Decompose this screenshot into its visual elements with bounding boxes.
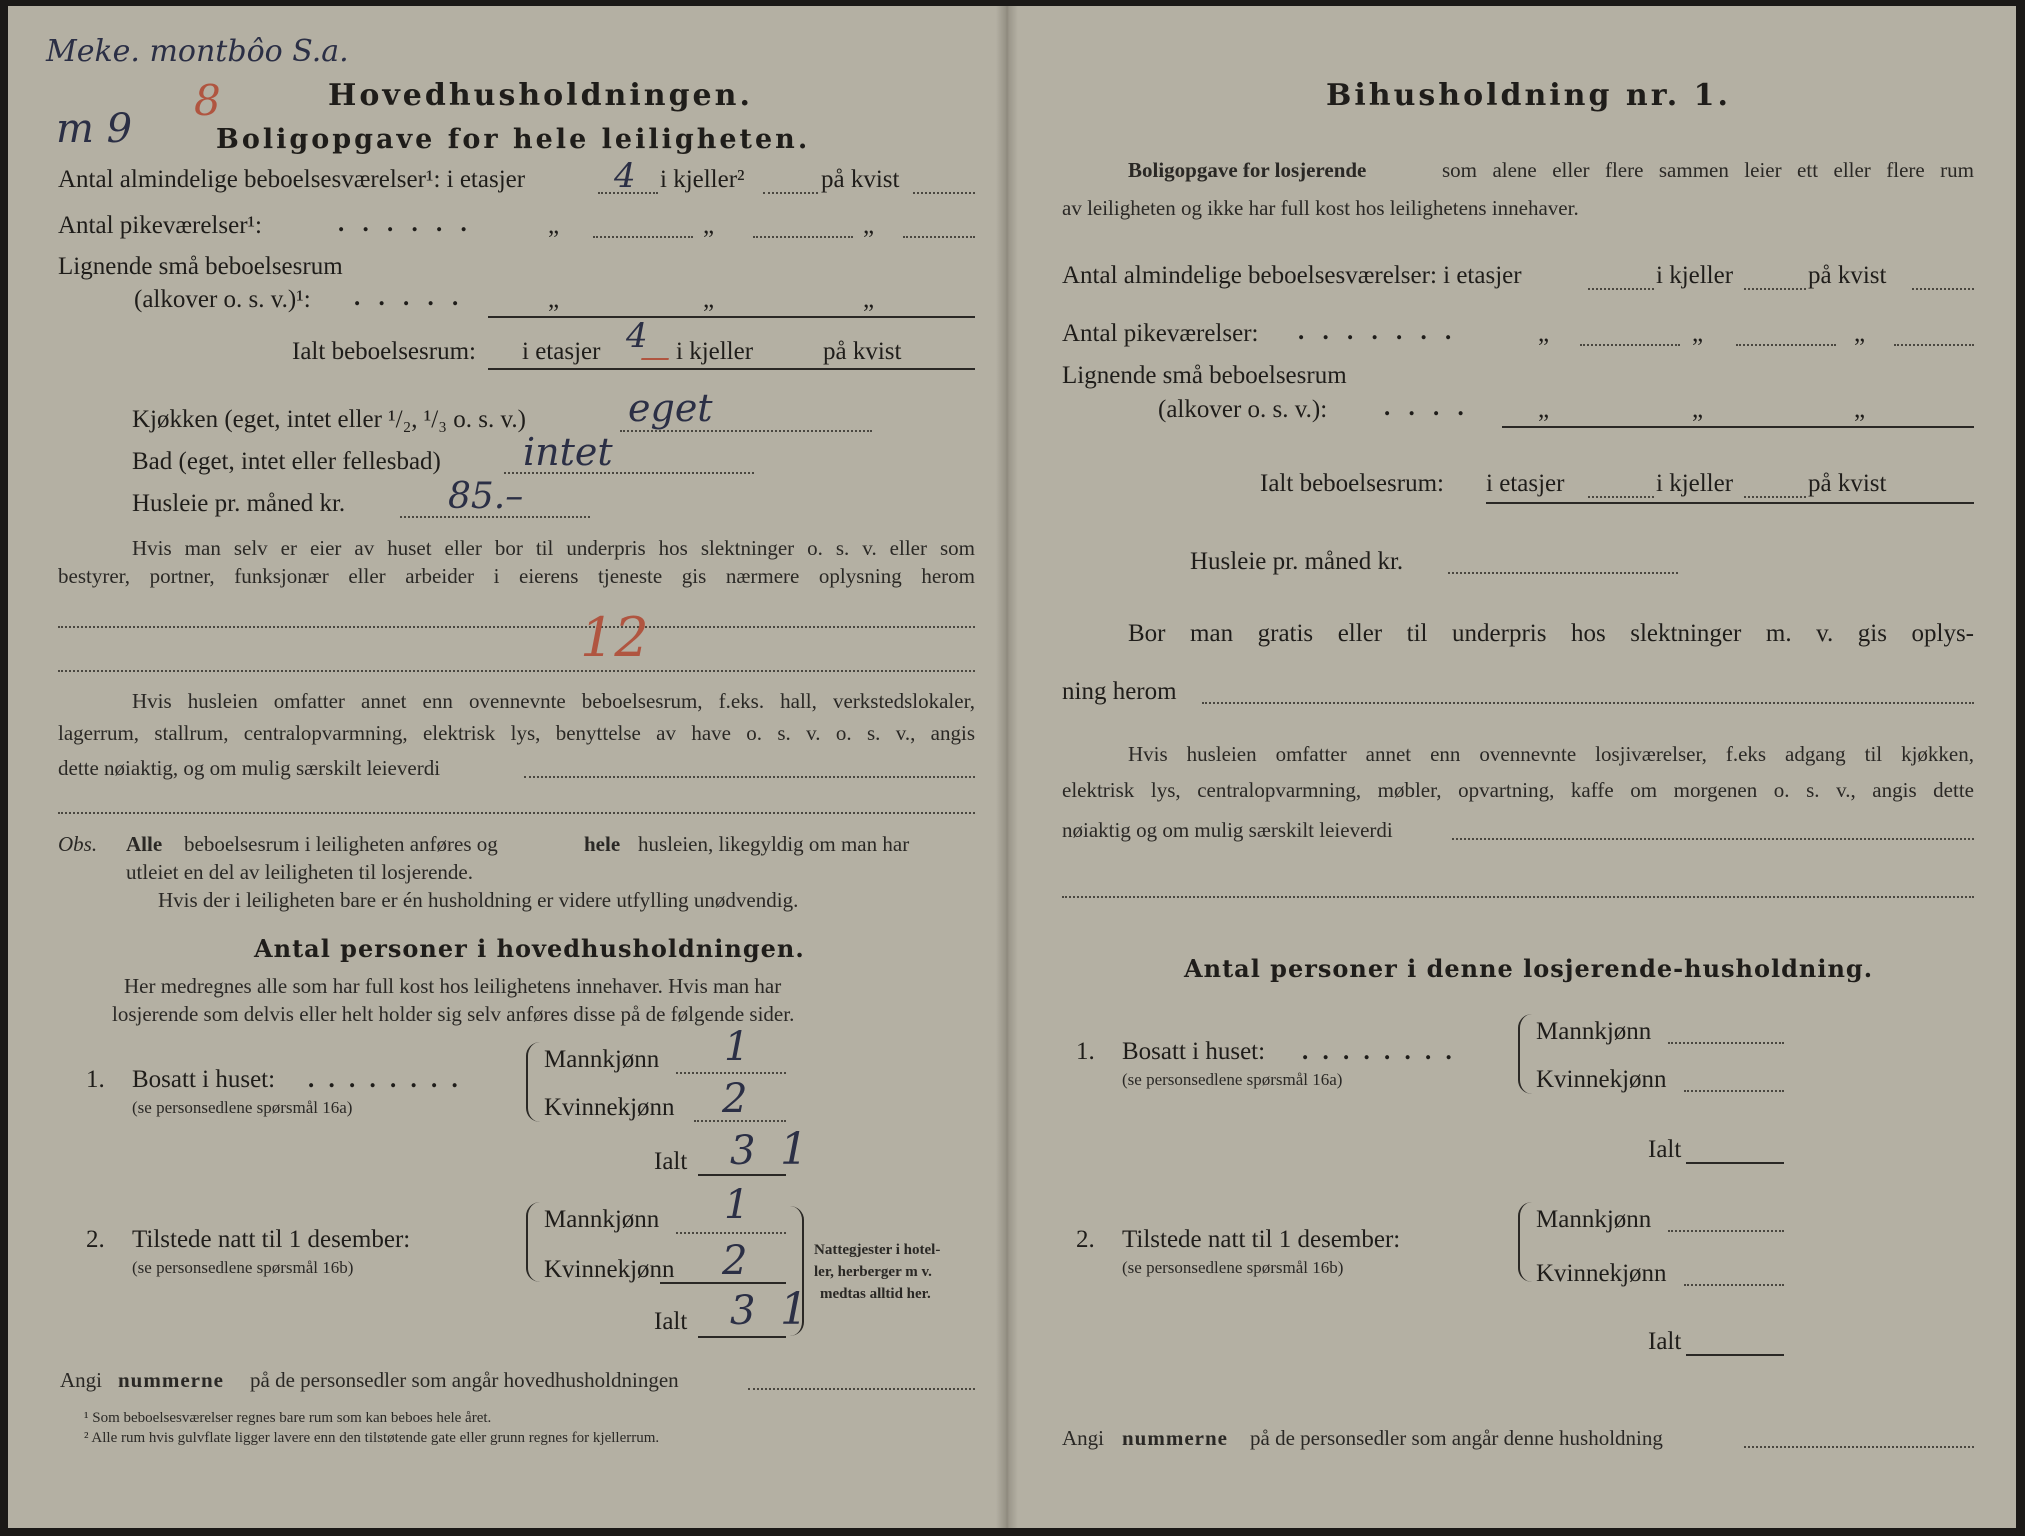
left-ialt-kvist: på kvist — [823, 338, 902, 365]
left-ialt-line — [488, 368, 975, 370]
left-q2-mann-label: Mannkjønn — [544, 1206, 660, 1233]
right-row1-kjeller: i kjeller — [1656, 262, 1734, 289]
right-row3-label2: (alkover o. s. v.): — [1158, 396, 1328, 423]
right-row2-dots: . . . . . . . — [1298, 318, 1458, 345]
left-row2-ditto-3: „ — [863, 212, 875, 239]
right-rent-note-3: nøiaktig og om mulig særskilt leieverdi — [1062, 818, 1393, 842]
left-q1-label: Bosatt i huset: — [132, 1066, 276, 1093]
right-row2-field-2 — [1736, 344, 1836, 346]
left-obs-alle: Alle — [126, 832, 163, 856]
right-rent-field — [1448, 572, 1678, 574]
right-ialt-etasjer-field — [1588, 496, 1654, 498]
left-rent-label: Husleie pr. måned kr. — [132, 490, 346, 517]
left-q1-ialt-mark: 1 — [780, 1124, 808, 1175]
left-rent-note-field-2 — [58, 812, 975, 814]
left-ialt-kjeller-mark: — — [640, 340, 670, 375]
left-q2-kvinne-label: Kvinnekjønn — [544, 1256, 675, 1283]
left-row2-ditto-2: „ — [703, 212, 715, 239]
left-kitchen-label: Kjøkken (eget, intet eller ¹/₂, ¹/₃ o. s. v.) — [132, 406, 526, 433]
left-owner-note-2: bestyrer, portner, funksjonær eller arbeider i eierens tjeneste gis nærmere oplysning herom — [58, 564, 975, 588]
left-ialt-etasjer: i etasjer — [522, 338, 601, 365]
left-persons-note-2: losjerende som delvis eller helt holder sig selv anføres disse på de følgende sider. — [112, 1002, 795, 1026]
left-numbers-angi: Angi — [60, 1368, 102, 1392]
left-obs-hele: hele — [584, 832, 621, 856]
left-rent-value: 85.– — [448, 476, 524, 517]
left-obs-label: Obs. — [58, 832, 98, 856]
left-footnote-2: ² Alle rum hvis gulvflate ligger lavere enn den tilstøtende gate eller grunn regnes for kjellerrum. — [84, 1430, 660, 1446]
left-row2-label: Antal pikeværelser¹: — [58, 212, 262, 239]
left-title: Hovedhusholdningen. — [328, 78, 753, 113]
left-persons-title: Antal personer i hovedhusholdningen. — [254, 934, 805, 963]
right-row2-ditto-2: „ — [1692, 320, 1704, 347]
left-q2-mann-value: 1 — [724, 1182, 750, 1228]
right-rent-note-field-2 — [1062, 896, 1974, 898]
left-q1-ialt-label: Ialt — [654, 1148, 688, 1175]
right-q1-kvinne-label: Kvinnekjønn — [1536, 1066, 1667, 1093]
left-owner-field-2 — [58, 670, 975, 672]
left-obs-text-1: beboelsesrum i leiligheten anføres og — [184, 832, 498, 856]
left-owner-field-1 — [58, 626, 975, 628]
left-q1-mann-value: 1 — [724, 1024, 750, 1070]
right-q1-ialt-line — [1686, 1162, 1784, 1164]
left-q1-num: 1. — [86, 1066, 105, 1093]
left-night-note-2: ler, herberger m v. — [814, 1264, 932, 1280]
left-q2-brace — [526, 1202, 540, 1282]
left-obs-text-4: Hvis der i leiligheten bare er én husholdning er videre utfylling unødvendig. — [158, 888, 799, 912]
right-gratis-field — [1202, 702, 1974, 704]
left-row3-label1: Lignende små beboelsesrum — [58, 253, 343, 280]
right-row1-label: Antal almindelige beboelsesværelser: i etasjer — [1062, 262, 1522, 289]
left-q1-ialt-value: 3 — [730, 1128, 756, 1174]
left-numbers-nummerne: nummerne — [118, 1368, 224, 1392]
right-numbers-nummerne: nummerne — [1122, 1426, 1228, 1450]
handwritten-corner-note: Meke. montbôo S.a. — [46, 34, 349, 69]
left-rent-field — [400, 516, 590, 518]
right-gratis-2: ning herom — [1062, 678, 1177, 705]
right-q1-label: Bosatt i huset: — [1122, 1038, 1266, 1065]
left-row2-field-3 — [903, 236, 975, 238]
left-row2-field-1 — [593, 236, 693, 238]
right-intro-1: som alene eller flere sammen leier ett eller flere rum — [1442, 158, 1974, 182]
left-q1-kvinne-label: Kvinnekjønn — [544, 1094, 675, 1121]
right-q2-mann-field — [1668, 1230, 1784, 1232]
right-numbers-field — [1744, 1446, 1974, 1448]
right-ialt-label: Ialt beboelsesrum: — [1260, 470, 1444, 497]
left-q2-ialt-line — [698, 1336, 786, 1338]
right-ialt-kjeller-field — [1744, 496, 1806, 498]
left-q2-ialt-mark: 1 — [780, 1284, 808, 1335]
left-q2-sub: (se personsedlene spørsmål 16b) — [132, 1258, 354, 1277]
left-night-note-1: Nattegjester i hotel- — [814, 1242, 941, 1258]
left-q2-mann-field — [676, 1232, 786, 1234]
right-q1-brace — [1518, 1014, 1532, 1094]
right-numbers-text: på de personsedler som angår denne husholdning — [1250, 1426, 1663, 1450]
left-row3-ditto-3: „ — [863, 286, 875, 313]
left-ialt-etasjer-value: 4 — [626, 316, 648, 356]
right-row2-field-1 — [1580, 344, 1680, 346]
right-row3-dots: . . . . — [1384, 394, 1470, 421]
right-q2-kvinne-label: Kvinnekjønn — [1536, 1260, 1667, 1287]
right-persons-title: Antal personer i denne losjerende-husholdning. — [1184, 954, 1874, 983]
left-row1-etasjer-value: 4 — [614, 156, 636, 196]
right-q1-dots: . . . . . . . . — [1302, 1038, 1456, 1065]
left-row1-kjeller-field — [763, 192, 818, 194]
right-q2-sub: (se personsedlene spørsmål 16b) — [1122, 1258, 1344, 1277]
left-bath-field — [504, 472, 754, 474]
right-q2-kvinne-field — [1684, 1284, 1784, 1286]
left-bath-label: Bad (eget, intet eller fellesbad) — [132, 448, 441, 475]
left-q2-ialt-value: 3 — [730, 1288, 756, 1334]
left-rent-note-3: dette nøiaktig, og om mulig særskilt leieverdi — [58, 756, 441, 780]
right-q2-mann-label: Mannkjønn — [1536, 1206, 1652, 1233]
left-q1-brace — [526, 1042, 540, 1122]
left-rent-note-field-1 — [524, 776, 975, 778]
right-rent-note-field-1 — [1452, 838, 1974, 840]
right-row2-ditto-1: „ — [1538, 320, 1550, 347]
right-intro-bold: Boligopgave for losjerende — [1128, 158, 1367, 182]
right-row2-field-3 — [1894, 344, 1974, 346]
left-row3-ditto-2: „ — [703, 286, 715, 313]
left-numbers-field — [748, 1388, 975, 1390]
left-q2-right-brace — [790, 1206, 804, 1336]
left-kitchen-field — [620, 430, 872, 432]
left-q1-sub: (se personsedlene spørsmål 16a) — [132, 1098, 353, 1117]
right-q2-ialt-line — [1686, 1354, 1784, 1356]
right-q1-num: 1. — [1076, 1038, 1095, 1065]
left-q2-kvinne-line — [660, 1282, 786, 1284]
left-q2-ialt-label: Ialt — [654, 1308, 688, 1335]
census-form-sheet — [8, 6, 2016, 1528]
right-q2-num: 2. — [1076, 1226, 1095, 1253]
right-ialt-line — [1486, 502, 1974, 504]
right-row1-kvist: på kvist — [1808, 262, 1887, 289]
left-numbers-text: på de personsedler som angår hovedhusholdningen — [250, 1368, 679, 1392]
left-row3-line — [488, 316, 975, 318]
right-title: Bihusholdning nr. 1. — [1326, 78, 1731, 113]
left-rent-note-1: Hvis husleien omfatter annet enn ovennevnte beboelsesrum, f.eks. hall, verkstedslokaler, — [132, 689, 975, 713]
right-row1-etasjer-field — [1588, 288, 1654, 290]
handwritten-red-8: 8 — [194, 76, 221, 125]
right-q1-sub: (se personsedlene spørsmål 16a) — [1122, 1070, 1343, 1089]
left-row2-dots: . . . . . . — [338, 210, 473, 237]
left-row3-ditto-1: „ — [548, 286, 560, 313]
right-q1-mann-label: Mannkjønn — [1536, 1018, 1652, 1045]
left-q1-kvinne-value: 2 — [722, 1076, 748, 1122]
right-row3-ditto-1: „ — [1538, 396, 1550, 423]
right-row1-kvist-field — [1912, 288, 1974, 290]
left-footnote-1: ¹ Som beboelsesværelser regnes bare rum som kan beboes hele året. — [84, 1410, 492, 1426]
right-q1-mann-field — [1668, 1042, 1784, 1044]
left-obs-text-2: husleien, likegyldig om man har — [638, 832, 910, 856]
right-row3-label1: Lignende små beboelsesrum — [1062, 362, 1347, 389]
left-bath-value: intet — [523, 430, 613, 474]
left-night-note-3: medtas alltid her. — [820, 1286, 931, 1302]
left-q1-kvinne-field — [694, 1120, 786, 1122]
right-row2-label: Antal pikeværelser: — [1062, 320, 1259, 347]
left-q1-mann-field — [676, 1072, 786, 1074]
right-rent-label: Husleie pr. måned kr. — [1190, 548, 1404, 575]
left-q1-ialt-line — [698, 1174, 786, 1176]
left-q2-label: Tilstede natt til 1 desember: — [132, 1226, 411, 1253]
left-row1-kvist: på kvist — [821, 166, 900, 193]
handwritten-red-12: 12 — [580, 606, 649, 669]
left-q2-kvinne-value: 2 — [722, 1238, 748, 1284]
right-q2-ialt-label: Ialt — [1648, 1328, 1682, 1355]
left-row1-label: Antal almindelige beboelsesværelser¹: i etasjer — [58, 166, 526, 193]
right-intro-2: av leiligheten og ikke har full kost hos leilighetens innehaver. — [1062, 196, 1579, 220]
right-row3-ditto-3: „ — [1854, 396, 1866, 423]
left-rent-note-2: lagerrum, stallrum, centralopvarmning, elektrisk lys, benyttelse av have o. s. v. o. s. v., angis — [58, 721, 975, 745]
page-fold — [996, 6, 1018, 1528]
right-row3-ditto-2: „ — [1692, 396, 1704, 423]
right-q2-label: Tilstede natt til 1 desember: — [1122, 1226, 1401, 1253]
right-rent-note-2: elektrisk lys, centralopvarmning, møbler, opvartning, kaffe om morgenen o. s. v., angis dette — [1062, 778, 1974, 802]
right-row1-kjeller-field — [1744, 288, 1806, 290]
left-row3-label2: (alkover o. s. v.)¹: — [134, 286, 311, 313]
left-q1-dots: . . . . . . . . — [308, 1066, 462, 1093]
left-row1-kvist-field — [913, 192, 975, 194]
left-obs-text-3: utleiet en del av leiligheten til losjerende. — [126, 860, 473, 884]
right-q2-brace — [1518, 1202, 1532, 1282]
right-q1-kvinne-field — [1684, 1090, 1784, 1092]
left-row2-ditto-1: „ — [548, 212, 560, 239]
right-q1-ialt-label: Ialt — [1648, 1136, 1682, 1163]
left-persons-note-1: Her medregnes alle som har full kost hos leilighetens innehaver. Hvis man har — [124, 974, 782, 998]
left-ialt-kjeller: i kjeller — [676, 338, 754, 365]
left-q1-mann-label: Mannkjønn — [544, 1046, 660, 1073]
right-rent-note-1: Hvis husleien omfatter annet enn ovennevnte losjiværelser, f.eks adgang til kjøkken, — [1128, 742, 1974, 766]
right-ialt-etasjer: i etasjer — [1486, 470, 1565, 497]
right-numbers-angi: Angi — [1062, 1426, 1104, 1450]
right-row2-ditto-3: „ — [1854, 320, 1866, 347]
left-kitchen-value: eget — [628, 386, 713, 430]
left-q2-num: 2. — [86, 1226, 105, 1253]
left-row3-dots: . . . . . — [354, 284, 465, 311]
right-ialt-kjeller: i kjeller — [1656, 470, 1734, 497]
left-row2-field-2 — [753, 236, 853, 238]
handwritten-m9: m 9 — [56, 106, 133, 152]
left-owner-note-1: Hvis man selv er eier av huset eller bor til underpris hos slektninger o. s. v. eller som — [132, 536, 975, 560]
left-ialt-label: Ialt beboelsesrum: — [292, 338, 476, 365]
left-row1-kjeller: i kjeller² — [660, 166, 745, 193]
right-row3-line — [1502, 426, 1974, 428]
left-subtitle: Boligopgave for hele leiligheten. — [216, 124, 811, 155]
right-gratis-1: Bor man gratis eller til underpris hos slektninger m. v. gis oplys- — [1128, 620, 1974, 647]
right-ialt-kvist: på kvist — [1808, 470, 1887, 497]
